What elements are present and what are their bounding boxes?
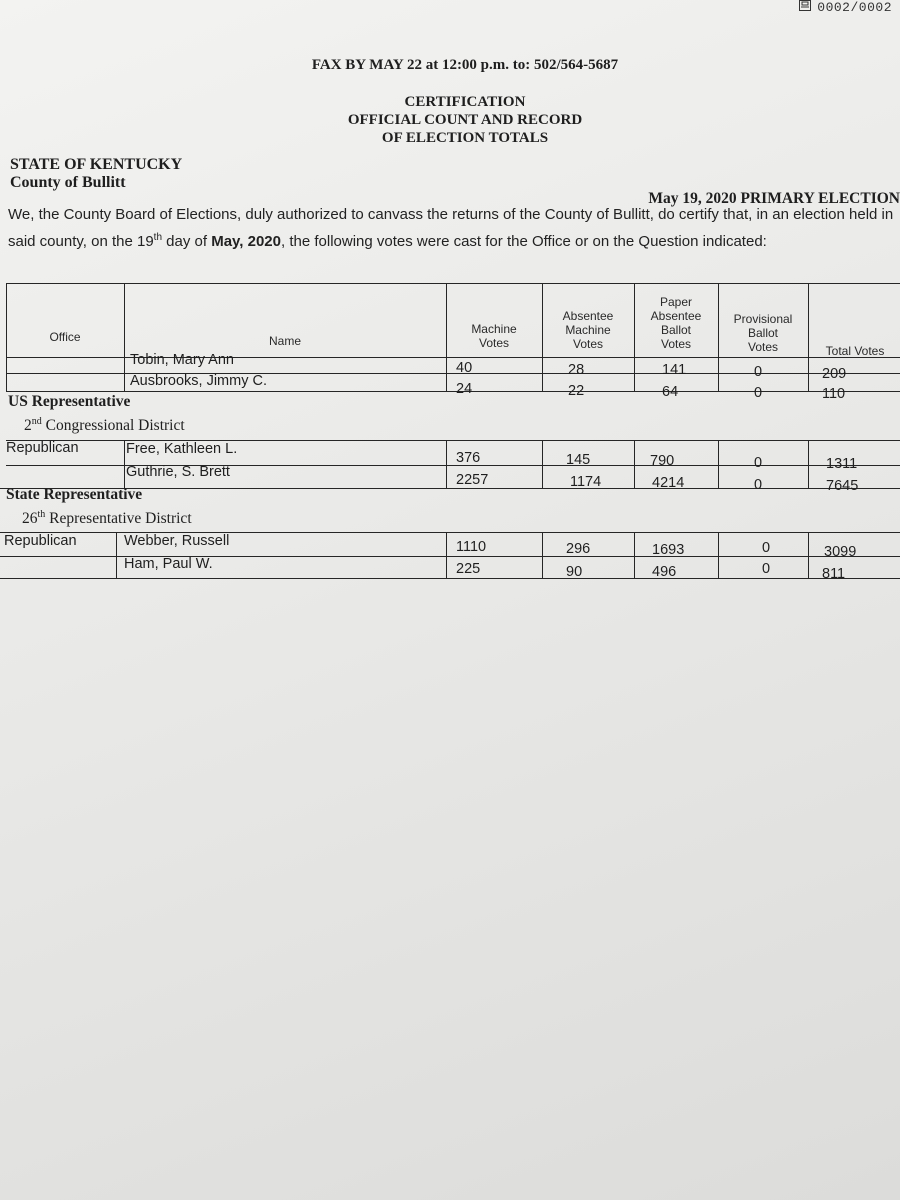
header-provisional-ballot-votes: [720, 312, 806, 354]
header-absentee-machine-votes: [544, 309, 632, 351]
absentee-machine-votes: 1174: [570, 474, 602, 490]
absentee-machine-votes: 22: [568, 383, 585, 399]
statement-superscript: th: [153, 231, 163, 243]
header-paper-line4: Votes: [660, 337, 692, 351]
header-total-votes: Total Votes: [825, 344, 885, 358]
fax-deadline: FAX BY MAY 22 at 12:00 p.m. to: 502/564-5687: [311, 57, 619, 73]
candidate-name: Tobin, Mary Ann: [130, 352, 234, 368]
header-provisional-line1: Provisional: [733, 312, 793, 326]
machine-votes: 376: [456, 450, 481, 466]
certification-line-1: CERTIFICATION: [404, 94, 526, 110]
election-date: May 19, 2020 PRIMARY ELECTION: [648, 190, 900, 207]
provisional-votes: 0: [754, 385, 763, 401]
statement-text-3: , the following votes were cast for the Office or on the Question indicated:: [281, 232, 767, 250]
party-label: Republican: [4, 533, 77, 549]
provisional-votes: 0: [754, 455, 763, 471]
absentee-machine-votes: 28: [568, 362, 585, 378]
provisional-votes: 0: [754, 477, 763, 493]
candidate-name: Guthrie, S. Brett: [126, 464, 230, 480]
district-number: 2: [24, 417, 32, 435]
paper-absentee-votes: 4214: [652, 475, 685, 491]
absentee-machine-votes: 90: [566, 564, 583, 580]
header-office: Office: [49, 330, 81, 344]
header-paper-line2: Absentee: [650, 309, 702, 323]
candidate-name: Webber, Russell: [124, 533, 230, 549]
total-votes: 110: [822, 386, 846, 402]
candidate-name: Ham, Paul W.: [124, 556, 213, 572]
paper-absentee-votes: 64: [662, 384, 679, 400]
certification-line-2: OFFICIAL COUNT AND RECORD: [347, 112, 583, 128]
section-congressional-district: [24, 416, 185, 435]
district-label: Representative District: [45, 510, 192, 528]
candidate-name: Free, Kathleen L.: [126, 441, 238, 457]
paper-absentee-votes: 496: [652, 564, 677, 580]
paper-absentee-votes: 141: [662, 362, 687, 378]
district-suffix: th: [37, 509, 46, 520]
header-paper-absentee-ballot-votes: [636, 295, 716, 351]
state-name: STATE OF KENTUCKY: [10, 156, 183, 173]
total-votes: 3099: [824, 544, 857, 560]
header-provisional-line3: Votes: [747, 340, 779, 354]
header-machine-votes: [448, 322, 540, 350]
provisional-votes: 0: [754, 364, 763, 380]
total-votes: 7645: [826, 478, 859, 494]
county-name: County of Bullitt: [10, 174, 126, 191]
header-provisional-line2: Ballot: [747, 326, 779, 340]
provisional-votes: 0: [762, 561, 771, 577]
machine-votes: 40: [456, 360, 473, 376]
machine-votes: 225: [456, 561, 481, 577]
candidate-name: Ausbrooks, Jimmy C.: [130, 373, 267, 389]
header-name: Name: [268, 334, 301, 348]
district-number: 26: [22, 510, 38, 528]
header-machine-line2: Votes: [478, 336, 510, 350]
fax-page-number: 0002/0002: [817, 0, 892, 15]
machine-votes: 2257: [456, 472, 489, 488]
total-votes: 1311: [826, 456, 858, 472]
header-absentee-line2: Machine: [565, 323, 611, 337]
section-state-representative: State Representative: [6, 486, 143, 503]
section-representative-district: [22, 509, 192, 528]
header-absentee-line3: Votes: [572, 337, 604, 351]
paper-absentee-votes: 790: [650, 453, 675, 469]
absentee-machine-votes: 145: [566, 452, 591, 468]
machine-votes: 24: [456, 381, 473, 397]
header-paper-line3: Ballot: [660, 323, 692, 337]
district-label: Congressional District: [41, 417, 185, 435]
machine-votes: 1110: [456, 539, 487, 555]
certification-line-3: OF ELECTION TOTALS: [381, 130, 549, 146]
absentee-machine-votes: 296: [566, 541, 591, 557]
statement-text-2: day of: [162, 232, 212, 250]
party-label: Republican: [6, 440, 79, 456]
header-absentee-line1: Absentee: [562, 309, 614, 323]
header-machine-line1: Machine: [471, 322, 517, 336]
total-votes: 209: [822, 366, 847, 382]
total-votes: 811: [822, 566, 846, 582]
header-paper-line1: Paper: [659, 295, 693, 309]
statement-date: May, 2020: [211, 232, 281, 250]
paper-absentee-votes: 1693: [652, 542, 685, 558]
statement-text-1: We, the County Board of Elections, duly authorized to canvass the returns of the County of Bullitt, do certify that, in an election held in said county, on the 19: [8, 206, 894, 250]
district-suffix: nd: [31, 416, 42, 427]
provisional-votes: 0: [762, 540, 771, 556]
section-us-representative: US Representative: [8, 393, 131, 410]
